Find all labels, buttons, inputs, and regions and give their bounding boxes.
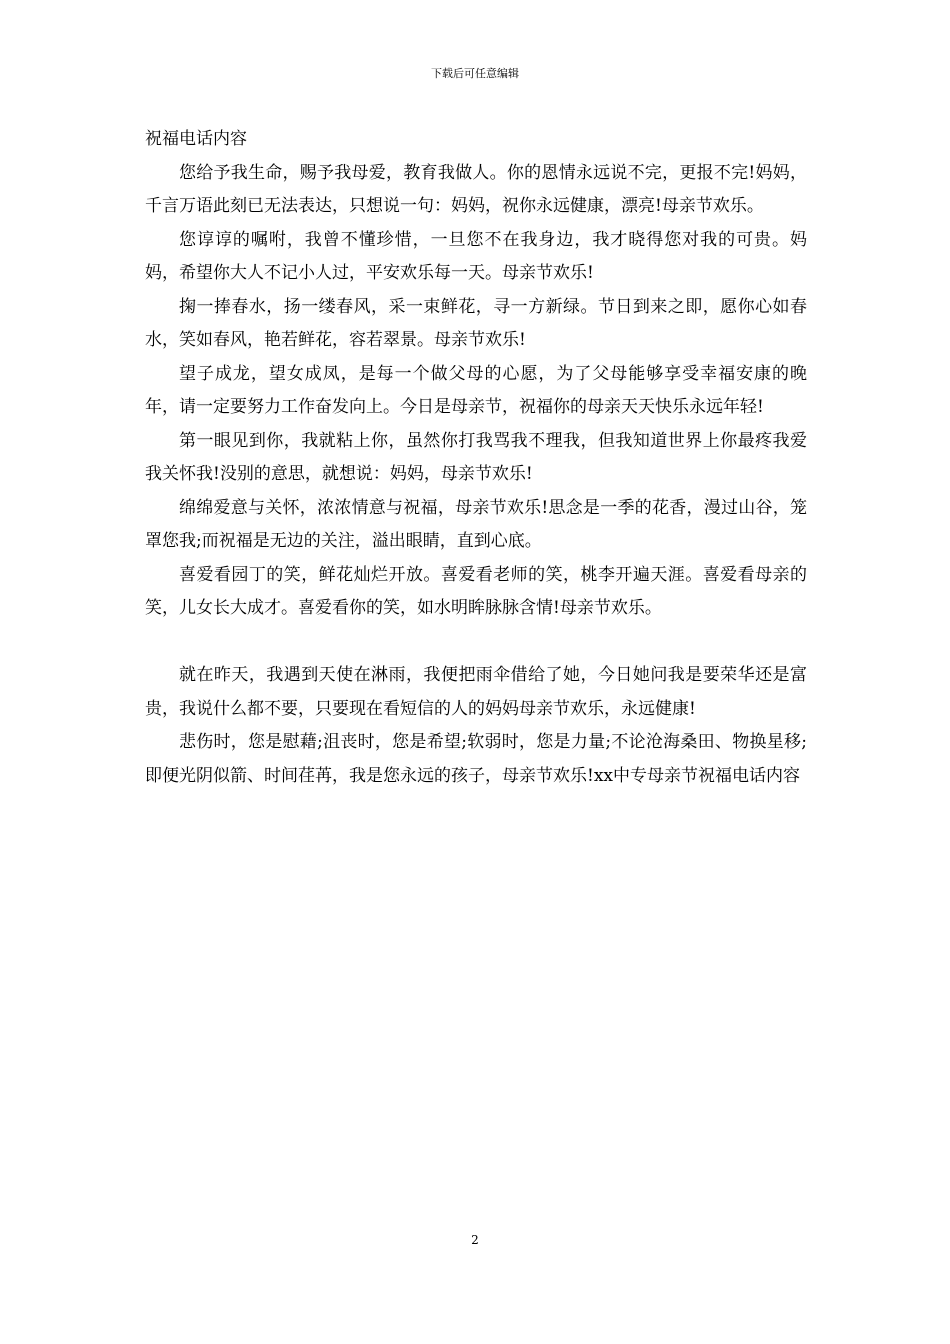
blank-line bbox=[145, 626, 807, 660]
paragraph: 悲伤时，您是慰藉;沮丧时，您是希望;软弱时，您是力量;不论沧海桑田、物换星移;即便光阴似箭、时间荏苒，我是您永远的孩子，母亲节欢乐!xx中专母亲节祝福电话内容 bbox=[145, 732, 807, 786]
paragraph: 第一眼见到你，我就粘上你，虽然你打我骂我不理我，但我知道世界上你最疼我爱我关怀我!没别的意思，就想说：妈妈，母亲节欢乐! bbox=[145, 430, 807, 484]
paragraph: 您给予我生命，赐予我母爱，教育我做人。你的恩情永远说不完，更报不完!妈妈，千言万语此刻已无法表达，只想说一句：妈妈，祝你永远健康，漂亮!母亲节欢乐。 bbox=[145, 162, 807, 216]
page-header: 下载后可任意编辑 bbox=[431, 67, 519, 80]
paragraph: 望子成龙，望女成凤，是每一个做父母的心愿，为了父母能够享受幸福安康的晚年，请一定要努力工作奋发向上。今日是母亲节，祝福你的母亲天天快乐永远年轻! bbox=[145, 363, 807, 417]
paragraph: 您谆谆的嘱咐，我曾不懂珍惜，一旦您不在我身边，我才晓得您对我的可贵。妈妈，希望你大人不记小人过，平安欢乐每一天。母亲节欢乐! bbox=[145, 229, 807, 283]
page-number: 2 bbox=[471, 1233, 479, 1247]
paragraph: 绵绵爱意与关怀，浓浓情意与祝福，母亲节欢乐!思念是一季的花香，漫过山谷，笼罩您我;而祝福是无边的关注，溢出眼睛，直到心底。 bbox=[145, 497, 807, 551]
document-body bbox=[145, 123, 807, 793]
paragraph: 就在昨天，我遇到天使在淋雨，我便把雨伞借给了她，今日她问我是要荣华还是富贵，我说什么都不要，只要现在看短信的人的妈妈母亲节欢乐，永远健康! bbox=[145, 665, 807, 719]
paragraph: 喜爱看园丁的笑，鲜花灿烂开放。喜爱看老师的笑，桃李开遍天涯。喜爱看母亲的笑，儿女长大成才。喜爱看你的笑，如水明眸脉脉含情!母亲节欢乐。 bbox=[145, 564, 807, 618]
paragraph: 掬一捧春水，扬一缕春风，采一束鲜花，寻一方新绿。节日到来之即，愿你心如春水，笑如春风，艳若鲜花，容若翠景。母亲节欢乐! bbox=[145, 296, 807, 350]
document-title: 祝福电话内容 bbox=[145, 129, 247, 149]
